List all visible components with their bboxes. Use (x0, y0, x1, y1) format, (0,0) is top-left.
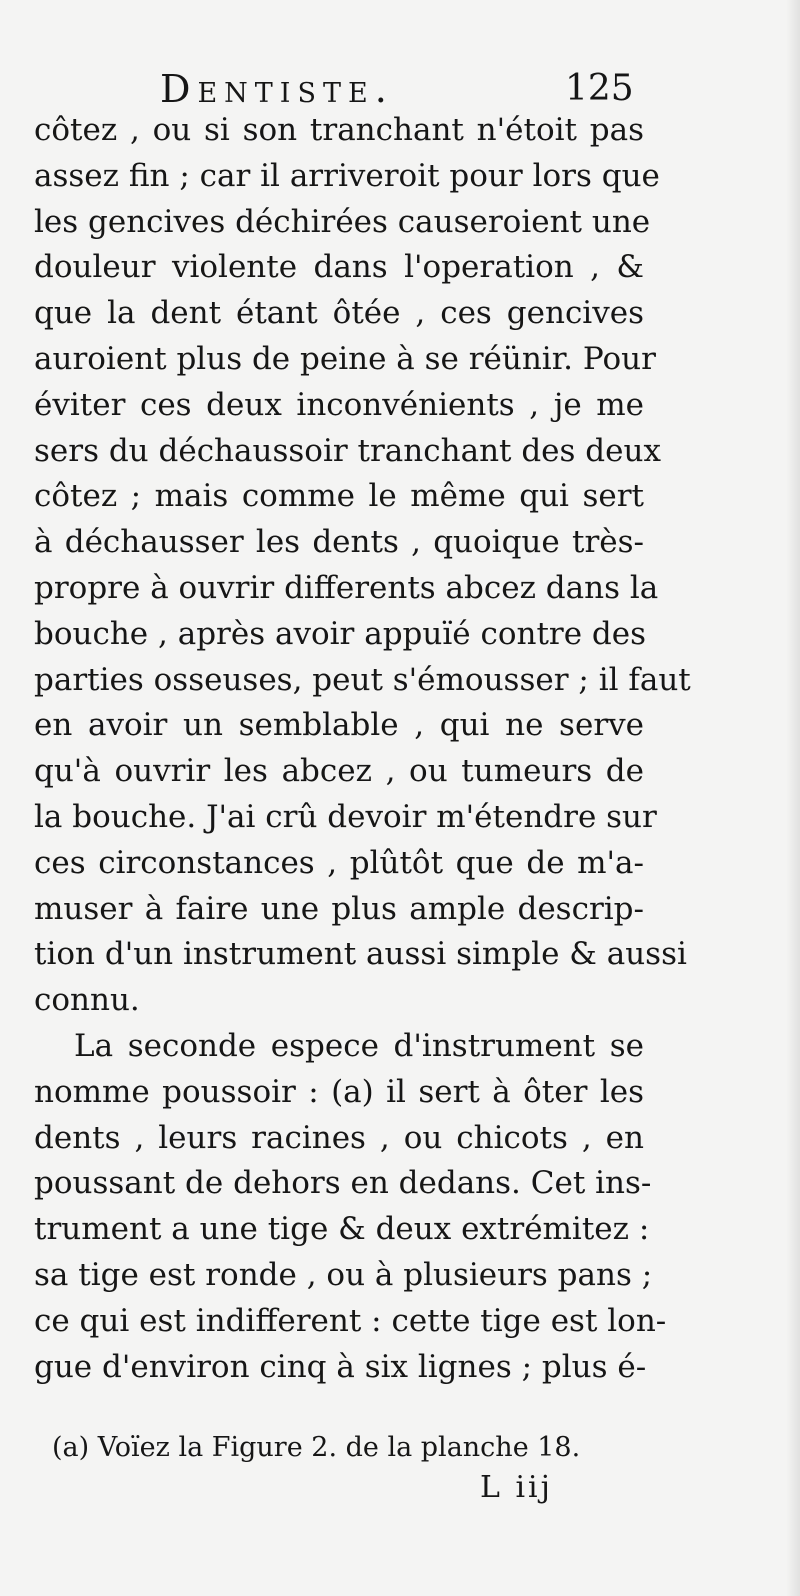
text-line: ce qui est indifferent : cette tige est lon- (34, 1302, 667, 1339)
text-line: dents , leurs racines , ou chicots , en (34, 1119, 644, 1156)
text-line: sers du déchaussoir tranchant des deux (34, 432, 661, 469)
page-edge-shadow (786, 0, 800, 1596)
text-line: parties osseuses, peut s'émousser ; il faut (34, 661, 691, 698)
page-number: 125 (565, 68, 634, 109)
text-line: côtez , ou si son tranchant n'étoit pas (34, 112, 644, 148)
text-line: les gencives déchirées causeroient une (34, 203, 651, 240)
text-line: auroient plus de peine à se réünir. Pour (34, 340, 656, 377)
page-header (160, 66, 660, 112)
text-line: assez fin ; car il arriveroit pour lors que (34, 157, 660, 194)
text-line-paragraph-start: La seconde espece d'instrument se (74, 1027, 644, 1064)
footnote: (a) Voïez la Figure 2. de la planche 18. (52, 1432, 581, 1463)
text-line: douleur violente dans l'operation , & (34, 249, 644, 286)
text-line: à déchausser les dents , quoique très- (34, 524, 644, 561)
text-line: la bouche. J'ai crû devoir m'étendre sur (34, 798, 657, 835)
text-line: en avoir un semblable , qui ne serve (34, 707, 644, 744)
signature-mark: L iij (480, 1470, 553, 1505)
body-text (34, 108, 691, 1390)
text-line: gue d'environ cinq à six lignes ; plus é- (34, 1348, 647, 1385)
text-line: tion d'un instrument aussi simple & aussi (34, 936, 687, 973)
text-line: poussant de dehors en dedans. Cet ins- (34, 1165, 652, 1202)
text-line: que la dent étant ôtée , ces gencives (34, 295, 644, 332)
text-line: sa tige est ronde , ou à plusieurs pans ; (34, 1256, 653, 1293)
text-line: propre à ouvrir differents abcez dans la (34, 569, 659, 606)
text-line-paragraph-end: connu. (34, 982, 140, 1019)
running-title: Dentiste. (160, 67, 394, 111)
text-line: ces circonstances , plûtôt que de m'a- (34, 844, 644, 881)
text-line: éviter ces deux inconvénients , je me (34, 386, 644, 423)
text-line: qu'à ouvrir les abcez , ou tumeurs de (34, 753, 644, 790)
text-line: muser à faire une plus ample descrip- (34, 890, 644, 927)
text-line: trument a une tige & deux extrémitez : (34, 1211, 650, 1248)
text-line: bouche , après avoir appuïé contre des (34, 615, 647, 652)
text-line: côtez ; mais comme le même qui sert (34, 478, 644, 515)
text-line: nomme poussoir : (a) il sert à ôter les (34, 1073, 644, 1110)
